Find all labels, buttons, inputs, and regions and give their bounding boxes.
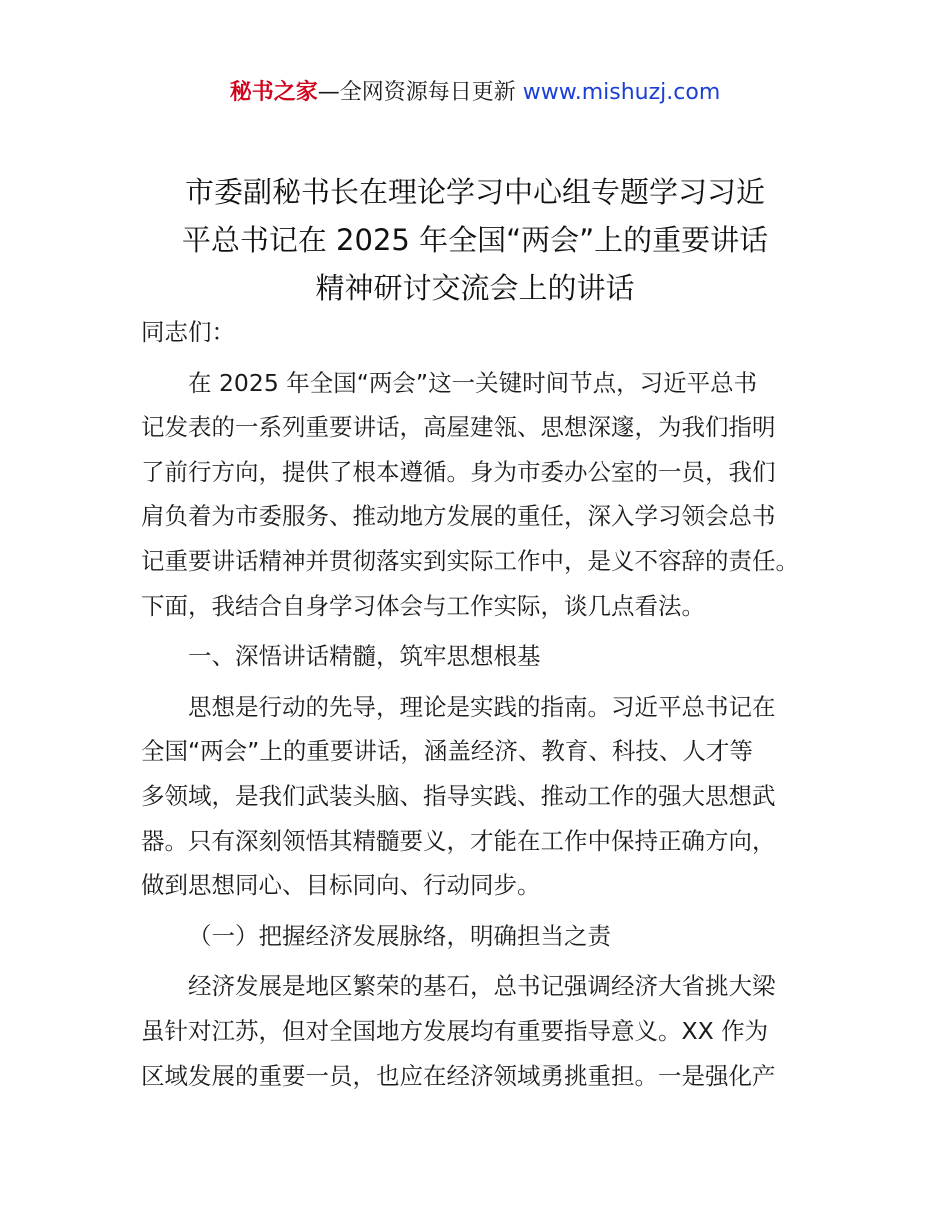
greeting-text: 同志们： [141,318,235,346]
text-line: 经济发展是地区繁荣的基石，总书记强调经济大省挑大梁 [188,972,776,1001]
paragraph-1 [141,361,831,629]
section-heading-2 [141,914,831,959]
site-link[interactable]: www.mishuzj.com [522,80,721,105]
text-line: 多领域，是我们武装头脑、指导实践、推动工作的强大思想武 [141,781,776,810]
title-line: 精神研讨交流会上的讲话 [315,271,635,305]
text-line: 全国“两会”上的重要讲话，涵盖经济、教育、科技、人才等 [141,737,753,766]
text-line: 肩负着为市委服务、推动地方发展的重任，深入学习领会总书 [141,502,776,531]
document-body [141,310,831,1098]
text-line: 记发表的一系列重要讲话，高屋建瓴、思想深邃，为我们指明 [141,413,776,442]
heading-text: （一）把握经济发展脉络，明确担当之责 [188,921,611,950]
text-line: 在 2025 年全国“两会”这一关键时间节点，习近平总书 [188,368,758,397]
text-line: 做到思想同心、目标同向、行动同步。 [141,871,541,900]
text-line: 记重要讲话精神并贯彻落实到实际工作中，是义不容辞的责任。 [141,546,799,575]
title-line: 市委副秘书长在理论学习中心组专题学习习近 [184,175,765,209]
heading-text: 一、深悟讲话精髓，筑牢思想根基 [188,642,541,671]
header-tagline: —全网资源每日更新 [317,80,523,105]
section-heading-1 [141,634,831,679]
text-line: 了前行方向，提供了根本遵循。身为市委办公室的一员，我们 [141,457,776,486]
text-line: 虽针对江苏，但对全国地方发展均有重要指导意义。XX 作为 [141,1016,769,1045]
text-line: 思想是行动的先导，理论是实践的指南。习近平总书记在 [188,692,776,721]
text-line: 下面，我结合自身学习体会与工作实际，谈几点看法。 [141,591,705,620]
text-line: 区域发展的重要一员，也应在经济领域勇挑重担。一是强化产 [141,1061,776,1090]
document-title [100,168,850,312]
brand-name: 秘书之家 [229,80,318,105]
text-line: 器。只有深刻领悟其精髓要义，才能在工作中保持正确方向， [141,826,776,855]
paragraph-3 [141,964,831,1098]
site-header [0,78,950,108]
greeting [141,310,831,355]
title-line: 平总书记在 2025 年全国“两会”上的重要讲话 [181,223,769,257]
paragraph-2 [141,685,831,908]
